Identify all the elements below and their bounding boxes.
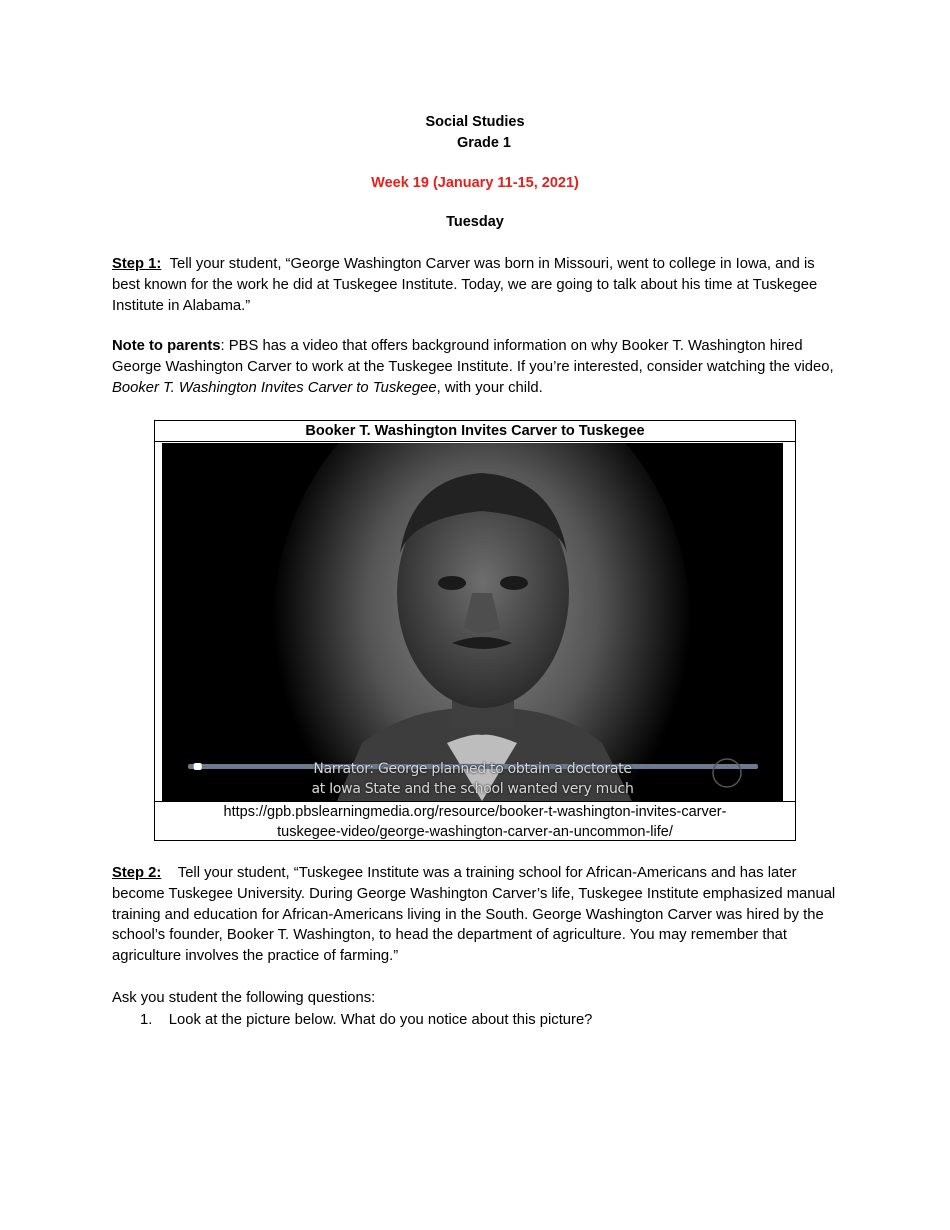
video-table xyxy=(154,420,796,841)
grade-heading: Grade 1 xyxy=(457,135,511,151)
day-heading: Tuesday xyxy=(446,214,504,230)
step1-paragraph xyxy=(112,254,842,316)
question-text: Look at the picture below. What do you notice about this picture? xyxy=(168,1012,593,1028)
step2-paragraph xyxy=(112,863,842,967)
video-url-line-1[interactable]: https://gpb.pbslearningmedia.org/resource/booker-t-washington-invites-carver- xyxy=(223,804,727,820)
step2-text: Tell your student, “Tuskegee Institute was a training school for African-Americans and has later become Tuskegee University. During George Washington Carver’s life, Tuskegee Institute emphasized manual training and education for African-Americans living in the South. George Washington Carver was hired by the school’s founder, Booker T. Washington, to head the department of agriculture. You may remember that agriculture involves the practice of farming.” xyxy=(112,865,836,965)
note-video-title: Booker T. Washington Invites Carver to Tuskegee xyxy=(112,379,437,396)
week-heading: Week 19 (January 11-15, 2021) xyxy=(371,175,579,191)
caption-line-1: Narrator: George planned to obtain a doctorate xyxy=(313,761,632,777)
video-url[interactable] xyxy=(155,801,795,841)
step1-label: Step 1: xyxy=(112,256,162,272)
note-text-before: : PBS has a video that offers background information on why Booker T. Washington hired George Washington Carver to work at the Tuskegee Institute. If you’re interested, consider watching the video, xyxy=(112,338,834,375)
note-text-after: , with your child. xyxy=(436,379,543,396)
note-label: Note to parents xyxy=(112,338,221,354)
note-paragraph xyxy=(112,336,842,398)
step2-label: Step 2: xyxy=(112,865,162,881)
subject-heading: Social Studies xyxy=(425,114,525,130)
video-url-line-2[interactable]: tuskegee-video/george-washington-carver-an-uncommon-life/ xyxy=(277,824,673,840)
video-thumbnail-portrait xyxy=(162,443,783,801)
question-item xyxy=(140,1010,592,1030)
video-player[interactable] xyxy=(162,443,783,801)
step1-text: Tell your student, “George Washington Carver was born in Missouri, went to college in Iowa, and is best known for the work he did at Tuskegee Institute. Today, we are going to talk about his time at Tuskegee Institute in Alabama.” xyxy=(112,256,818,314)
video-title: Booker T. Washington Invites Carver to Tuskegee xyxy=(155,421,795,442)
question-number: 1. xyxy=(140,1012,153,1028)
questions-intro: Ask you student the following questions: xyxy=(112,990,376,1006)
caption-line-2: at Iowa State and the school wanted very much xyxy=(311,781,634,797)
